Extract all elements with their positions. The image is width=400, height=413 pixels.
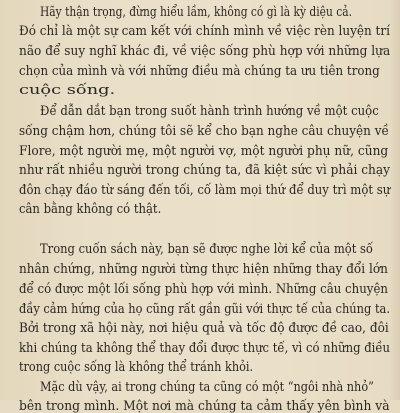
- text-line: Flore, một người mẹ, một người vợ, một người phụ nữ, cũng: [19, 143, 389, 158]
- text-line: để có được một lối sống phù hợp với mình. Những câu chuyện: [19, 281, 388, 296]
- text-line: Đó chỉ là một sự cam kết với chính mình về việc rèn luyện trí: [19, 23, 390, 38]
- text-line: cuộc sống.: [19, 82, 116, 97]
- text-line: não để suy nghĩ khác đi, về việc sống phù hợp với những lựa: [19, 43, 391, 58]
- text-line: đầy cảm hứng của họ cũng rất gần gũi với thực tế của chúng ta.: [19, 301, 391, 316]
- text-line: như rất nhiều người trong chúng ta, đã kiệt sức vì phải chạy: [19, 162, 391, 177]
- text-line: sống chậm hơn, chúng tôi sẽ kể cho bạn nghe câu chuyện về: [19, 123, 389, 138]
- text-line: chọn của mình và với những điều mà chúng ta ưu tiên trong: [19, 63, 380, 78]
- text-line: Để dẫn dắt bạn trong suốt hành trình hướng về một cuộc: [40, 103, 379, 118]
- text-line: Trong cuốn sách này, bạn sẽ được nghe lời kể của một số: [40, 241, 373, 256]
- text-line: cân bằng không có thật.: [19, 201, 162, 216]
- text-line: khi chúng ta không thể thay đổi được thực tế, vì có những điều: [19, 340, 391, 355]
- text-line: Mặc dù vậy, ai trong chúng ta cũng có một “ngôi nhà nhỏ”: [40, 379, 374, 394]
- text-line: Bởi trong xã hội này, nơi hiệu quả và tốc độ được đề cao, đôi: [19, 320, 389, 335]
- text-line: Hãy thận trọng, đừng hiểu lầm, không có gì là kỳ diệu cả.: [40, 4, 353, 19]
- text-line: trong cuộc sống là không thể tránh khỏi.: [19, 359, 254, 374]
- text-line: nhân chứng, những người từng thực hiện những thay đổi lớn: [19, 261, 388, 276]
- text-line: đôn chạy đáo từ sáng đến tối, cố làm mọi thứ để duy trì một sự: [19, 182, 391, 197]
- text-line: bên trong mình. Một nơi mà chúng ta cảm thấy yên bình và: [19, 398, 390, 413]
